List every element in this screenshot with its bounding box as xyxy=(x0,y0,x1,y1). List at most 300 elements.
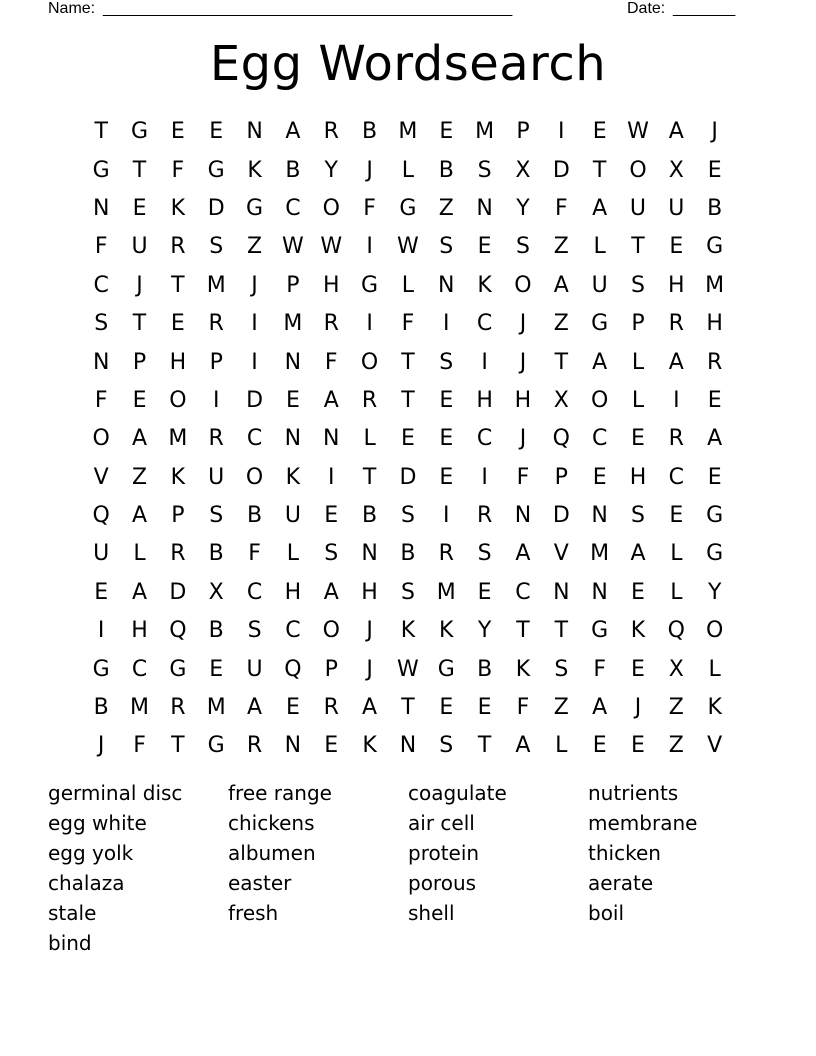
grid-row xyxy=(82,459,734,497)
grid-letter: E xyxy=(669,503,684,529)
grid-letter: F xyxy=(248,541,261,567)
grid-letter: C xyxy=(476,311,493,337)
word-item: coagulate xyxy=(408,781,507,805)
word-item: shell xyxy=(408,901,455,925)
grid-letter: S xyxy=(400,503,415,529)
grid-letter: D xyxy=(246,387,264,413)
grid-letter: H xyxy=(131,618,148,644)
grid-letter: L xyxy=(670,579,683,605)
grid-letter: I xyxy=(443,311,450,337)
grid-letter: V xyxy=(93,464,109,490)
grid-letter: A xyxy=(285,119,301,145)
word-item: stale xyxy=(48,901,97,925)
grid-row xyxy=(82,190,734,228)
grid-letter: S xyxy=(515,234,530,260)
grid-letter: P xyxy=(209,349,223,375)
grid-letter: F xyxy=(401,311,415,337)
grid-letter: G xyxy=(706,541,724,567)
grid-letter: R xyxy=(323,119,339,145)
grid-letter: E xyxy=(439,387,454,413)
grid-letter: N xyxy=(553,579,570,605)
grid-letter: C xyxy=(131,656,148,682)
word-item: air cell xyxy=(408,811,475,835)
grid-letter: F xyxy=(94,387,108,413)
grid-letter: C xyxy=(591,426,608,452)
grid-letter: Q xyxy=(92,503,110,529)
grid-letter: D xyxy=(207,195,225,221)
grid-letter: D xyxy=(399,464,417,490)
grid-letter: N xyxy=(284,733,302,759)
grid-letter: R xyxy=(707,349,723,375)
word-column xyxy=(588,778,763,928)
grid-letter: L xyxy=(401,272,415,298)
grid-letter: U xyxy=(208,464,225,490)
grid-letter: K xyxy=(630,618,646,644)
letter-grid xyxy=(82,113,734,766)
grid-letter: F xyxy=(363,195,376,221)
grid-letter: K xyxy=(247,157,262,183)
grid-letter: E xyxy=(209,119,224,145)
grid-letter: B xyxy=(208,618,224,644)
grid-letter: E xyxy=(439,119,454,145)
grid-letter: O xyxy=(514,272,532,298)
grid-letter: U xyxy=(246,656,263,682)
word-item: porous xyxy=(408,871,477,895)
grid-letter: O xyxy=(629,157,647,183)
grid-letter: Z xyxy=(553,234,569,260)
grid-letter: T xyxy=(554,618,569,644)
grid-letter: F xyxy=(516,695,530,721)
grid-letter: S xyxy=(209,503,224,529)
grid-row xyxy=(82,343,734,381)
grid-row xyxy=(82,151,734,189)
grid-letter: C xyxy=(285,195,301,221)
grid-letter: A xyxy=(131,579,148,605)
grid-letter: E xyxy=(132,195,147,221)
grid-letter: G xyxy=(92,656,110,682)
grid-letter: Z xyxy=(668,695,684,721)
grid-letter: J xyxy=(519,311,527,337)
word-column xyxy=(408,778,583,928)
grid-letter: K xyxy=(400,618,416,644)
grid-letter: R xyxy=(668,426,684,452)
grid-letter: K xyxy=(170,464,186,490)
grid-letter: J xyxy=(366,157,373,183)
grid-letter: E xyxy=(94,579,109,605)
grid-letter: A xyxy=(131,426,148,452)
grid-letter: Y xyxy=(516,195,530,221)
grid-letter: V xyxy=(553,541,569,567)
word-item: free range xyxy=(228,781,332,805)
word-item: aerate xyxy=(588,871,654,895)
grid-letter: A xyxy=(592,195,608,221)
grid-letter: Z xyxy=(553,311,569,337)
grid-letter: H xyxy=(514,387,532,413)
grid-letter: N xyxy=(361,541,378,567)
grid-letter: B xyxy=(362,119,378,145)
grid-letter: H xyxy=(706,311,723,337)
grid-letter: J xyxy=(519,349,527,375)
grid-letter: U xyxy=(591,272,608,298)
grid-letter: C xyxy=(515,579,531,605)
grid-letter: E xyxy=(209,656,224,682)
grid-letter: I xyxy=(212,387,220,413)
grid-letter: B xyxy=(285,157,301,183)
grid-letter: E xyxy=(170,311,185,337)
grid-letter: R xyxy=(323,695,339,721)
grid-letter: G xyxy=(361,272,379,298)
grid-letter: E xyxy=(439,426,454,452)
grid-letter: E xyxy=(170,119,185,145)
grid-letter: F xyxy=(133,733,146,759)
grid-letter: U xyxy=(284,503,301,529)
grid-letter: M xyxy=(436,579,456,605)
grid-letter: T xyxy=(592,157,607,183)
grid-letter: J xyxy=(136,272,143,298)
grid-letter: N xyxy=(591,579,608,605)
grid-letter: I xyxy=(481,464,488,490)
grid-letter: J xyxy=(634,695,642,721)
grid-letter: W xyxy=(282,234,304,260)
grid-letter: O xyxy=(322,195,340,221)
grid-letter: T xyxy=(477,733,492,759)
grid-letter: I xyxy=(251,311,258,337)
grid-row xyxy=(82,305,734,343)
grid-letter: T xyxy=(132,311,147,337)
grid-letter: K xyxy=(707,695,722,721)
grid-letter: U xyxy=(668,195,685,221)
grid-letter: E xyxy=(132,387,147,413)
grid-row xyxy=(82,574,734,612)
grid-letter: N xyxy=(92,195,110,221)
grid-letter: M xyxy=(398,119,418,145)
grid-letter: Q xyxy=(667,618,685,644)
grid-letter: I xyxy=(366,234,373,260)
grid-letter: S xyxy=(631,503,645,529)
grid-letter: N xyxy=(476,195,493,221)
grid-row xyxy=(82,535,734,573)
grid-letter: H xyxy=(629,464,647,490)
word-item: bind xyxy=(48,931,92,955)
word-item: egg yolk xyxy=(48,841,134,865)
grid-letter: A xyxy=(630,541,646,567)
grid-letter: E xyxy=(285,695,300,721)
grid-letter: W xyxy=(397,656,419,682)
grid-letter: F xyxy=(94,234,108,260)
grid-letter: T xyxy=(401,695,415,721)
grid-letter: Q xyxy=(169,618,187,644)
grid-letter: T xyxy=(516,618,530,644)
grid-letter: E xyxy=(285,387,300,413)
grid-letter: I xyxy=(443,503,450,529)
grid-letter: Z xyxy=(553,695,569,721)
grid-letter: E xyxy=(477,234,492,260)
grid-letter: J xyxy=(366,618,373,644)
grid-row xyxy=(82,228,734,266)
grid-letter: R xyxy=(476,503,493,529)
grid-letter: L xyxy=(401,157,415,183)
grid-letter: M xyxy=(475,119,495,145)
grid-letter: J xyxy=(251,272,258,298)
word-item: protein xyxy=(408,841,480,865)
grid-letter: S xyxy=(439,733,454,759)
grid-letter: N xyxy=(399,733,417,759)
grid-letter: T xyxy=(171,272,185,298)
grid-row xyxy=(82,420,734,458)
date-label: Date: xyxy=(627,0,666,17)
grid-letter: Y xyxy=(324,157,338,183)
grid-letter: S xyxy=(94,311,109,337)
grid-letter: S xyxy=(247,618,262,644)
grid-letter: B xyxy=(400,541,416,567)
grid-letter: G xyxy=(130,119,149,145)
grid-letter: C xyxy=(246,579,263,605)
word-item: membrane xyxy=(588,811,698,835)
grid-letter: I xyxy=(251,349,258,375)
grid-letter: E xyxy=(592,119,607,145)
grid-row xyxy=(82,382,734,420)
grid-letter: K xyxy=(477,272,492,298)
grid-letter: H xyxy=(476,387,493,413)
grid-letter: P xyxy=(324,656,338,682)
grid-letter: R xyxy=(668,311,684,337)
grid-letter: N xyxy=(246,119,263,145)
grid-letter: T xyxy=(401,349,415,375)
grid-letter: L xyxy=(133,541,146,567)
grid-letter: E xyxy=(707,387,722,413)
grid-letter: D xyxy=(552,157,570,183)
grid-letter: T xyxy=(554,349,569,375)
grid-letter: Y xyxy=(477,618,492,644)
grid-letter: N xyxy=(591,503,608,529)
grid-letter: E xyxy=(400,426,415,452)
grid-letter: A xyxy=(515,733,531,759)
grid-letter: U xyxy=(131,234,148,260)
grid-letter: T xyxy=(171,733,185,759)
grid-letter: M xyxy=(206,695,226,721)
grid-letter: P xyxy=(516,119,530,145)
grid-letter: M xyxy=(590,541,610,567)
grid-letter: M xyxy=(168,426,188,452)
grid-letter: L xyxy=(631,387,645,413)
grid-letter: D xyxy=(552,503,570,529)
grid-letter: S xyxy=(439,234,454,260)
grid-letter: O xyxy=(590,387,609,413)
grid-letter: S xyxy=(209,234,224,260)
name-label: Name: xyxy=(48,0,96,17)
grid-letter: I xyxy=(673,387,680,413)
grid-letter: M xyxy=(283,311,303,337)
grid-letter: E xyxy=(592,464,607,490)
grid-letter: I xyxy=(366,311,373,337)
grid-letter: L xyxy=(593,234,606,260)
grid-letter: G xyxy=(591,311,609,337)
grid-letter: X xyxy=(553,387,569,413)
grid-letter: X xyxy=(668,157,684,183)
grid-row xyxy=(82,612,734,650)
grid-letter: E xyxy=(477,695,492,721)
grid-letter: I xyxy=(97,618,105,644)
grid-letter: G xyxy=(169,656,187,682)
grid-letter: I xyxy=(558,119,565,145)
grid-letter: C xyxy=(93,272,109,298)
grid-letter: O xyxy=(92,426,110,452)
grid-letter: A xyxy=(131,503,148,529)
grid-letter: P xyxy=(631,311,645,337)
grid-letter: R xyxy=(208,426,224,452)
grid-letter: H xyxy=(668,272,685,298)
grid-letter: C xyxy=(668,464,685,490)
grid-letter: W xyxy=(397,234,419,260)
grid-letter: N xyxy=(323,426,340,452)
word-column xyxy=(48,778,223,958)
grid-letter: L xyxy=(555,733,568,759)
grid-letter: V xyxy=(707,733,723,759)
grid-letter: Q xyxy=(284,656,302,682)
grid-letter: A xyxy=(592,349,608,375)
grid-letter: K xyxy=(285,464,301,490)
grid-letter: G xyxy=(207,157,225,183)
name-field[interactable]: ______________________________________________ xyxy=(103,0,513,17)
grid-letter: E xyxy=(439,695,454,721)
grid-letter: X xyxy=(208,579,224,605)
grid-row xyxy=(82,113,734,151)
grid-row xyxy=(82,650,734,688)
grid-letter: O xyxy=(169,387,187,413)
grid-letter: A xyxy=(247,695,263,721)
grid-letter: A xyxy=(323,387,339,413)
grid-letter: Z xyxy=(668,733,684,759)
grid-letter: N xyxy=(284,349,302,375)
grid-letter: E xyxy=(669,234,684,260)
grid-letter: I xyxy=(327,464,335,490)
grid-letter: A xyxy=(515,541,531,567)
grid-letter: M xyxy=(705,272,725,298)
grid-letter: F xyxy=(593,656,606,682)
grid-letter: I xyxy=(481,349,488,375)
grid-letter: R xyxy=(361,387,378,413)
grid-letter: B xyxy=(477,656,493,682)
grid-letter: R xyxy=(323,311,339,337)
grid-letter: K xyxy=(362,733,377,759)
grid-letter: G xyxy=(92,157,110,183)
grid-letter: S xyxy=(400,579,415,605)
grid-letter: N xyxy=(92,349,110,375)
word-item: thicken xyxy=(588,841,661,865)
grid-letter: B xyxy=(208,541,224,567)
grid-letter: M xyxy=(130,695,149,721)
grid-letter: G xyxy=(399,195,417,221)
grid-letter: C xyxy=(476,426,493,452)
grid-letter: S xyxy=(477,157,492,183)
grid-letter: E xyxy=(439,464,454,490)
grid-letter: K xyxy=(515,656,531,682)
grid-letter: Q xyxy=(552,426,570,452)
grid-row xyxy=(82,727,734,765)
grid-letter: G xyxy=(706,503,724,529)
grid-letter: E xyxy=(631,426,645,452)
grid-letter: S xyxy=(631,272,645,298)
word-item: germinal disc xyxy=(48,781,183,805)
grid-letter: O xyxy=(360,349,379,375)
grid-letter: Y xyxy=(707,579,722,605)
grid-letter: K xyxy=(439,618,454,644)
grid-letter: H xyxy=(284,579,302,605)
grid-letter: T xyxy=(94,119,108,145)
grid-letter: F xyxy=(554,195,568,221)
grid-letter: T xyxy=(132,157,147,183)
grid-row xyxy=(82,689,734,727)
grid-letter: E xyxy=(631,733,645,759)
grid-letter: K xyxy=(170,195,186,221)
grid-letter: B xyxy=(707,195,723,221)
grid-letter: E xyxy=(631,579,645,605)
grid-letter: F xyxy=(171,157,185,183)
word-item: nutrients xyxy=(588,781,679,805)
grid-letter: Z xyxy=(131,464,148,490)
grid-letter: F xyxy=(516,464,530,490)
grid-letter: C xyxy=(285,618,301,644)
grid-letter: G xyxy=(437,656,455,682)
grid-letter: O xyxy=(245,464,264,490)
grid-letter: A xyxy=(592,695,608,721)
date-field[interactable]: _______ xyxy=(673,0,736,17)
word-item: boil xyxy=(588,901,625,925)
grid-letter: L xyxy=(708,656,721,682)
grid-letter: T xyxy=(362,464,377,490)
grid-letter: B xyxy=(93,695,109,721)
grid-letter: A xyxy=(553,272,569,298)
grid-letter: R xyxy=(208,311,224,337)
grid-letter: P xyxy=(171,503,185,529)
grid-letter: J xyxy=(519,426,527,452)
grid-letter: N xyxy=(514,503,532,529)
grid-letter: A xyxy=(707,426,723,452)
grid-letter: G xyxy=(246,195,264,221)
grid-letter: U xyxy=(93,541,110,567)
grid-letter: P xyxy=(132,349,147,375)
grid-row xyxy=(82,267,734,305)
grid-letter: E xyxy=(477,579,492,605)
grid-letter: M xyxy=(206,272,226,298)
grid-letter: B xyxy=(438,157,454,183)
grid-letter: L xyxy=(286,541,300,567)
grid-letter: E xyxy=(631,656,645,682)
grid-letter: E xyxy=(592,733,607,759)
grid-letter: J xyxy=(366,656,373,682)
grid-letter: X xyxy=(668,656,684,682)
grid-letter: A xyxy=(323,579,339,605)
grid-letter: G xyxy=(706,234,724,260)
grid-letter: W xyxy=(627,119,649,145)
grid-letter: H xyxy=(361,579,378,605)
grid-letter: D xyxy=(169,579,187,605)
grid-letter: B xyxy=(247,503,263,529)
grid-letter: B xyxy=(362,503,378,529)
word-item: chickens xyxy=(228,811,315,835)
grid-letter: R xyxy=(246,733,263,759)
word-item: fresh xyxy=(228,901,279,925)
grid-letter: H xyxy=(169,349,187,375)
grid-letter: S xyxy=(324,541,339,567)
grid-letter: E xyxy=(324,733,339,759)
grid-letter: O xyxy=(706,618,724,644)
grid-letter: G xyxy=(207,733,225,759)
grid-letter: E xyxy=(707,464,722,490)
grid-letter: N xyxy=(284,426,302,452)
grid-letter: J xyxy=(97,733,105,759)
grid-letter: X xyxy=(515,157,531,183)
